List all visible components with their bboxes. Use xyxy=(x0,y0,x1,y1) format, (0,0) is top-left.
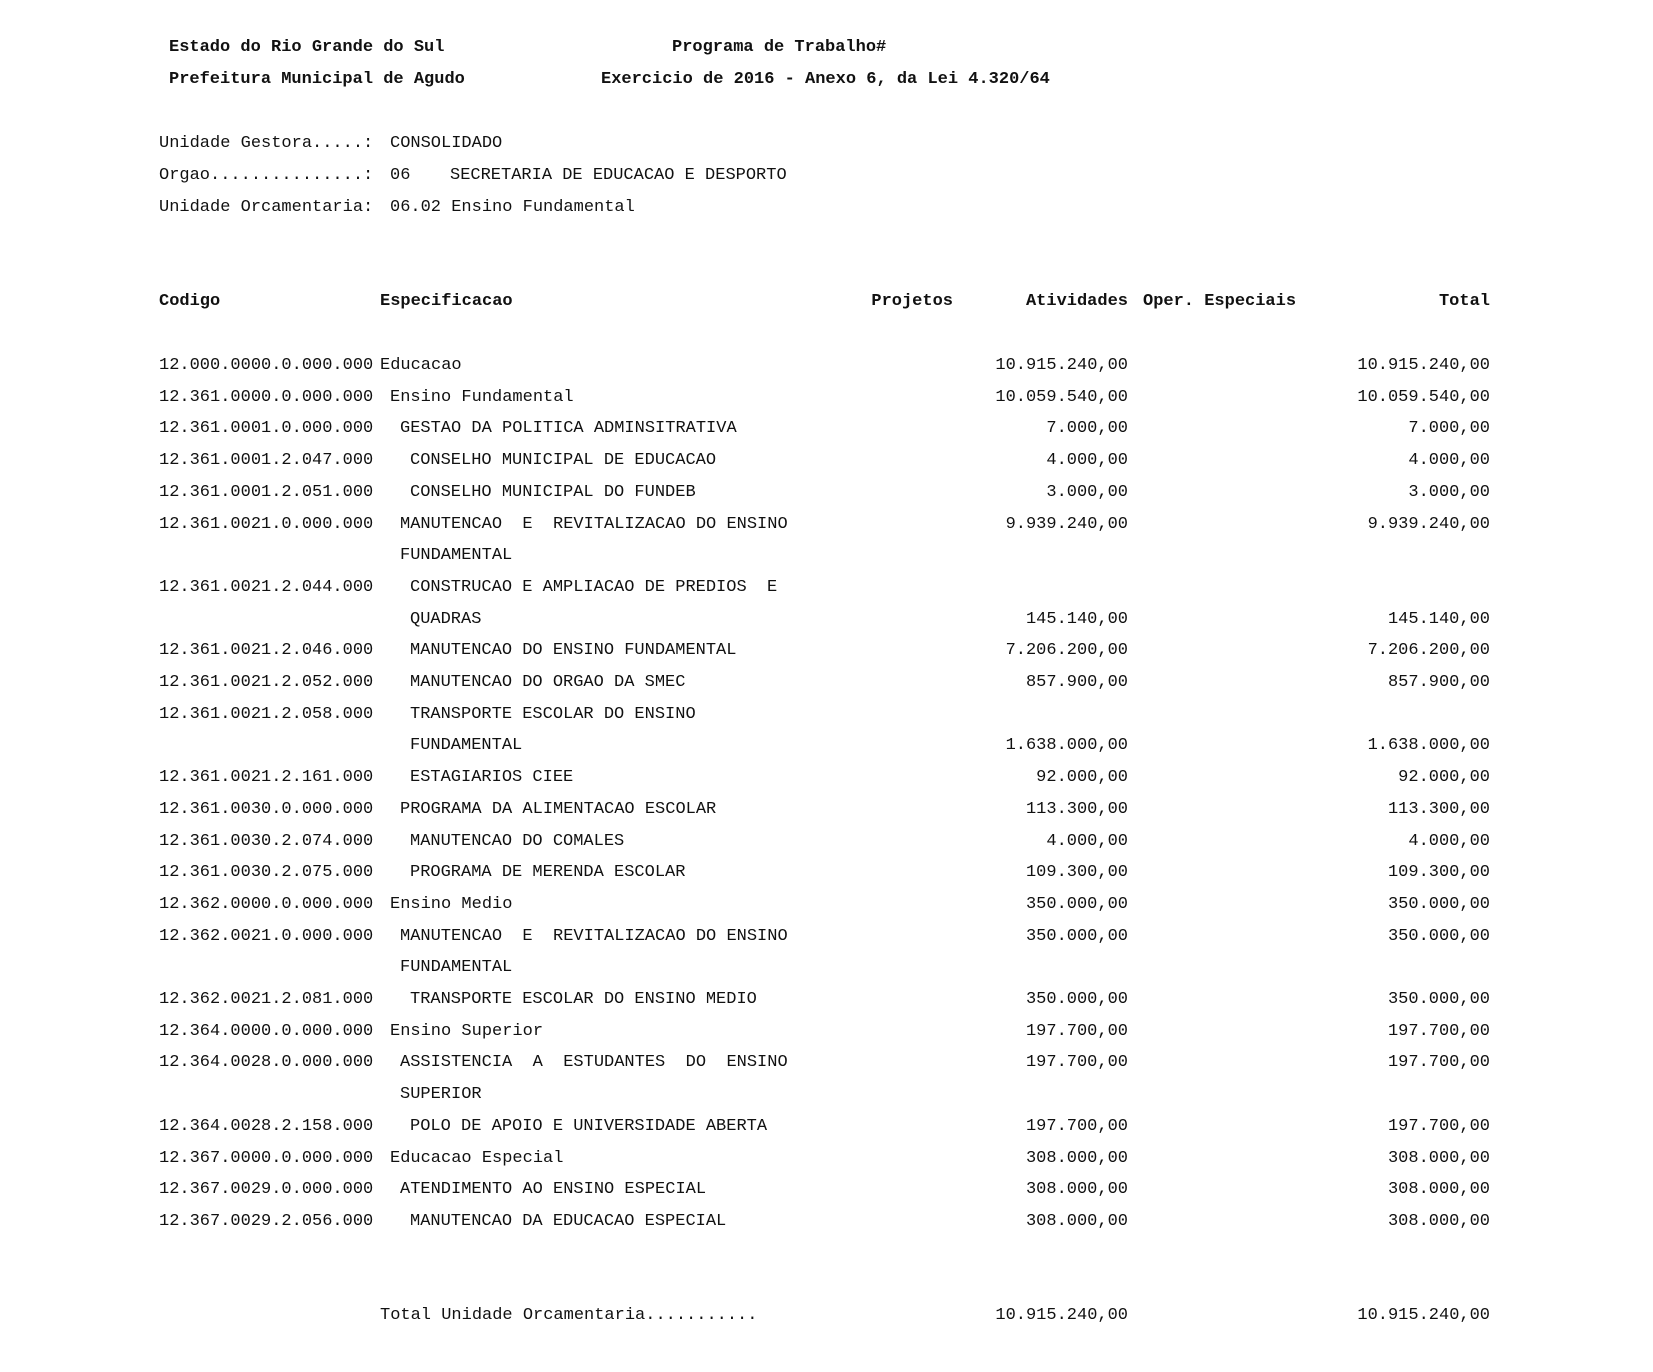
col-codigo: Codigo xyxy=(159,292,221,311)
row-total: 9.939.240,00 xyxy=(1367,514,1490,534)
row-description: Ensino Medio xyxy=(390,894,513,914)
row-code: 12.367.0000.0.000.000 xyxy=(159,1148,374,1168)
row-total: 308.000,00 xyxy=(1387,1148,1490,1168)
row-atividades: 3.000,00 xyxy=(1046,482,1128,502)
row-atividades: 109.300,00 xyxy=(1025,863,1128,883)
row-code: 12.361.0001.2.051.000 xyxy=(159,482,374,502)
row-code: 12.361.0030.2.074.000 xyxy=(159,831,374,851)
row-description: Educacao xyxy=(380,356,462,375)
row-description: ESTAGIARIOS CIEE xyxy=(410,768,574,788)
row-code: 12.367.0029.0.000.000 xyxy=(159,1180,374,1200)
row-atividades: 92.000,00 xyxy=(1036,768,1128,788)
row-description: Educacao Especial xyxy=(390,1148,564,1168)
row-description: GESTAO DA POLITICA ADMINSITRATIVA xyxy=(400,419,737,439)
row-atividades: 10.915.240,00 xyxy=(995,356,1128,375)
row-total: 145.140,00 xyxy=(1387,609,1490,629)
row-code: 12.361.0030.0.000.000 xyxy=(159,799,374,819)
row-atividades: 1.638.000,00 xyxy=(1005,736,1128,756)
row-total: 109.300,00 xyxy=(1387,863,1490,883)
footer-total-atividades: 10.915.240,00 xyxy=(995,1306,1128,1325)
row-description: TRANSPORTE ESCOLAR DO ENSINO xyxy=(410,704,696,724)
row-atividades: 308.000,00 xyxy=(1025,1180,1128,1200)
footer-total-label: Total Unidade Orcamentaria........... xyxy=(380,1306,758,1325)
row-atividades: 350.000,00 xyxy=(1025,926,1128,946)
orgao-label: Orgao...............: xyxy=(159,166,374,185)
row-total: 350.000,00 xyxy=(1387,990,1490,1009)
row-description: CONSTRUCAO E AMPLIACAO DE PREDIOS E xyxy=(410,577,778,597)
state-name: Estado do Rio Grande do Sul xyxy=(169,38,445,57)
row-description-cont: FUNDAMENTAL xyxy=(400,958,513,978)
row-total: 308.000,00 xyxy=(1387,1211,1490,1231)
row-description: CONSELHO MUNICIPAL DO FUNDEB xyxy=(410,482,696,502)
report-title: Programa de Trabalho# xyxy=(672,38,887,57)
unidade-gestora-value: CONSOLIDADO xyxy=(390,134,503,153)
row-description: Ensino Superior xyxy=(390,1021,544,1041)
row-atividades: 197.700,00 xyxy=(1025,1021,1128,1041)
row-total: 7.000,00 xyxy=(1408,419,1490,439)
row-code: 12.361.0030.2.075.000 xyxy=(159,863,374,883)
row-description: MANUTENCAO E REVITALIZACAO DO ENSINO xyxy=(400,926,788,946)
row-atividades: 145.140,00 xyxy=(1025,609,1128,629)
row-description: CONSELHO MUNICIPAL DE EDUCACAO xyxy=(410,451,717,471)
row-total: 197.700,00 xyxy=(1387,1053,1490,1073)
row-atividades: 197.700,00 xyxy=(1025,1116,1128,1136)
row-description: MANUTENCAO E REVITALIZACAO DO ENSINO xyxy=(400,514,788,534)
row-description: POLO DE APOIO E UNIVERSIDADE ABERTA xyxy=(410,1116,768,1136)
row-total: 92.000,00 xyxy=(1398,768,1490,788)
row-total: 10.915.240,00 xyxy=(1357,356,1490,375)
row-code: 12.361.0021.2.046.000 xyxy=(159,641,374,661)
row-code: 12.362.0021.2.081.000 xyxy=(159,990,374,1009)
row-atividades: 9.939.240,00 xyxy=(1005,514,1128,534)
row-total: 113.300,00 xyxy=(1387,799,1490,819)
row-code: 12.364.0028.0.000.000 xyxy=(159,1053,374,1073)
row-total: 197.700,00 xyxy=(1387,1021,1490,1041)
row-atividades: 308.000,00 xyxy=(1025,1211,1128,1231)
municipality-name: Prefeitura Municipal de Agudo xyxy=(169,70,465,89)
row-code: 12.367.0029.2.056.000 xyxy=(159,1211,374,1231)
row-atividades: 197.700,00 xyxy=(1025,1053,1128,1073)
col-total: Total xyxy=(1438,292,1490,311)
row-description-cont: FUNDAMENTAL xyxy=(400,546,513,566)
row-description: MANUTENCAO DO ENSINO FUNDAMENTAL xyxy=(410,641,737,661)
row-total: 1.638.000,00 xyxy=(1367,736,1490,756)
row-atividades: 4.000,00 xyxy=(1046,831,1128,851)
row-atividades: 7.000,00 xyxy=(1046,419,1128,439)
row-code: 12.361.0001.2.047.000 xyxy=(159,451,374,471)
row-total: 308.000,00 xyxy=(1387,1180,1490,1200)
row-total: 4.000,00 xyxy=(1408,451,1490,471)
row-total: 350.000,00 xyxy=(1387,926,1490,946)
row-code: 12.361.0000.0.000.000 xyxy=(159,387,374,407)
row-description: ATENDIMENTO AO ENSINO ESPECIAL xyxy=(400,1180,707,1200)
row-code: 12.362.0021.0.000.000 xyxy=(159,926,374,946)
orgao-name: SECRETARIA DE EDUCACAO E DESPORTO xyxy=(450,166,787,185)
row-atividades: 4.000,00 xyxy=(1046,451,1128,471)
row-description: PROGRAMA DE MERENDA ESCOLAR xyxy=(410,863,686,883)
report-subtitle: Exercicio de 2016 - Anexo 6, da Lei 4.320/64 xyxy=(601,70,1050,89)
footer-total: 10.915.240,00 xyxy=(1357,1306,1490,1325)
row-description: MANUTENCAO DO ORGAO DA SMEC xyxy=(410,673,686,692)
col-atividades: Atividades xyxy=(1025,292,1128,311)
row-atividades: 350.000,00 xyxy=(1025,894,1128,914)
row-code: 12.361.0021.2.161.000 xyxy=(159,768,374,788)
row-description: MANUTENCAO DA EDUCACAO ESPECIAL xyxy=(410,1211,727,1231)
row-total: 197.700,00 xyxy=(1387,1116,1490,1136)
row-atividades: 308.000,00 xyxy=(1025,1148,1128,1168)
row-description: PROGRAMA DA ALIMENTACAO ESCOLAR xyxy=(400,799,717,819)
row-atividades: 857.900,00 xyxy=(1025,673,1128,692)
row-description-cont: FUNDAMENTAL xyxy=(410,736,523,756)
row-total: 350.000,00 xyxy=(1387,894,1490,914)
row-atividades: 350.000,00 xyxy=(1025,990,1128,1009)
row-total: 857.900,00 xyxy=(1387,673,1490,692)
row-atividades: 113.300,00 xyxy=(1025,799,1128,819)
row-description-cont: QUADRAS xyxy=(410,609,482,629)
row-atividades: 10.059.540,00 xyxy=(995,387,1128,407)
row-code: 12.362.0000.0.000.000 xyxy=(159,894,374,914)
row-code: 12.361.0001.0.000.000 xyxy=(159,419,374,439)
row-code: 12.361.0021.2.044.000 xyxy=(159,577,374,597)
row-code: 12.364.0000.0.000.000 xyxy=(159,1021,374,1041)
row-description: TRANSPORTE ESCOLAR DO ENSINO MEDIO xyxy=(410,990,757,1009)
row-description: Ensino Fundamental xyxy=(390,387,574,407)
row-atividades: 7.206.200,00 xyxy=(1005,641,1128,661)
row-total: 7.206.200,00 xyxy=(1367,641,1490,661)
row-total: 3.000,00 xyxy=(1408,482,1490,502)
row-code: 12.000.0000.0.000.000 xyxy=(159,356,374,375)
row-code: 12.361.0021.0.000.000 xyxy=(159,514,374,534)
row-code: 12.361.0021.2.058.000 xyxy=(159,704,374,724)
unidade-orcamentaria-label: Unidade Orcamentaria: xyxy=(159,198,374,217)
unidade-gestora-label: Unidade Gestora.....: xyxy=(159,134,374,153)
col-oper-especiais: Oper. Especiais xyxy=(1143,292,1297,311)
row-description: ASSISTENCIA A ESTUDANTES DO ENSINO xyxy=(400,1053,788,1073)
orgao-code: 06 xyxy=(390,166,411,185)
row-description: MANUTENCAO DO COMALES xyxy=(410,831,625,851)
unidade-orcamentaria-value: 06.02 Ensino Fundamental xyxy=(390,198,635,217)
row-total: 4.000,00 xyxy=(1408,831,1490,851)
row-total: 10.059.540,00 xyxy=(1357,387,1490,407)
row-code: 12.361.0021.2.052.000 xyxy=(159,673,374,692)
col-especificacao: Especificacao xyxy=(380,292,513,311)
col-projetos: Projetos xyxy=(871,292,953,311)
row-description-cont: SUPERIOR xyxy=(400,1085,482,1105)
row-code: 12.364.0028.2.158.000 xyxy=(159,1116,374,1136)
